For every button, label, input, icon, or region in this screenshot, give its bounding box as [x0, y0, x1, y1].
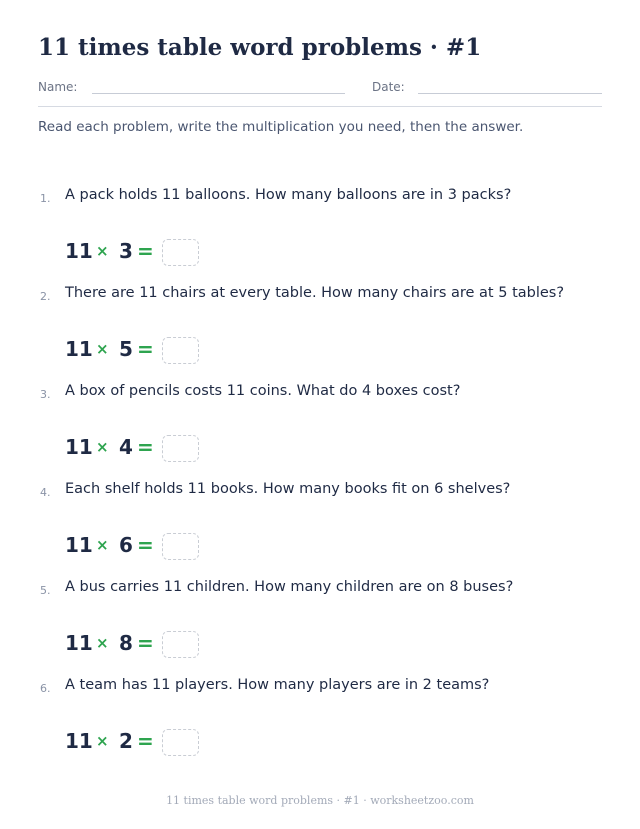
name-label: Name:	[38, 80, 78, 94]
times-sign: ×	[96, 438, 109, 456]
answer-box[interactable]	[162, 729, 199, 756]
factor-b: 3	[119, 239, 133, 263]
date-field[interactable]	[418, 93, 602, 94]
equals-sign: =	[137, 631, 154, 655]
problem-item	[0, 579, 640, 677]
equals-sign: =	[137, 337, 154, 361]
factor-a: 11	[65, 337, 93, 361]
times-sign: ×	[96, 242, 109, 260]
factor-b: 4	[119, 435, 133, 459]
header-divider	[38, 106, 602, 107]
problem-item	[0, 285, 640, 383]
answer-box[interactable]	[162, 239, 199, 266]
equals-sign: =	[137, 435, 154, 459]
problem-text: A bus carries 11 children. How many children are on 8 buses?	[65, 579, 514, 595]
factor-b: 5	[119, 337, 133, 361]
factor-a: 11	[65, 631, 93, 655]
times-sign: ×	[96, 634, 109, 652]
problem-item	[0, 187, 640, 285]
times-sign: ×	[96, 536, 109, 554]
problem-item	[0, 481, 640, 579]
factor-b: 2	[119, 729, 133, 753]
equals-sign: =	[137, 239, 154, 263]
problem-item	[0, 677, 640, 775]
instructions: Read each problem, write the multiplication you need, then the answer.	[38, 119, 524, 135]
problem-text: There are 11 chairs at every table. How many chairs are at 5 tables?	[65, 285, 565, 301]
date-label: Date:	[372, 80, 405, 94]
factor-a: 11	[65, 533, 93, 557]
answer-box[interactable]	[162, 337, 199, 364]
name-field[interactable]	[92, 93, 345, 94]
times-sign: ×	[96, 732, 109, 750]
name-date-row	[38, 80, 602, 100]
factor-b: 8	[119, 631, 133, 655]
problem-item	[0, 383, 640, 481]
problem-text: A team has 11 players. How many players are in 2 teams?	[65, 677, 490, 693]
answer-box[interactable]	[162, 631, 199, 658]
problem-number: 1.	[40, 192, 51, 205]
worksheet-title: 11 times table word problems · #1	[38, 34, 482, 61]
times-sign: ×	[96, 340, 109, 358]
problem-number: 5.	[40, 584, 51, 597]
problem-text: Each shelf holds 11 books. How many books fit on 6 shelves?	[65, 481, 511, 497]
page-footer: 11 times table word problems · #1 · worksheetzoo.com	[166, 794, 474, 807]
factor-a: 11	[65, 239, 93, 263]
problem-number: 4.	[40, 486, 51, 499]
equals-sign: =	[137, 729, 154, 753]
factor-a: 11	[65, 435, 93, 459]
problem-number: 2.	[40, 290, 51, 303]
equals-sign: =	[137, 533, 154, 557]
problem-text: A box of pencils costs 11 coins. What do 4 boxes cost?	[65, 383, 461, 399]
problem-number: 6.	[40, 682, 51, 695]
factor-a: 11	[65, 729, 93, 753]
answer-box[interactable]	[162, 435, 199, 462]
answer-box[interactable]	[162, 533, 199, 560]
factor-b: 6	[119, 533, 133, 557]
problem-number: 3.	[40, 388, 51, 401]
problem-text: A pack holds 11 balloons. How many balloons are in 3 packs?	[65, 187, 512, 203]
